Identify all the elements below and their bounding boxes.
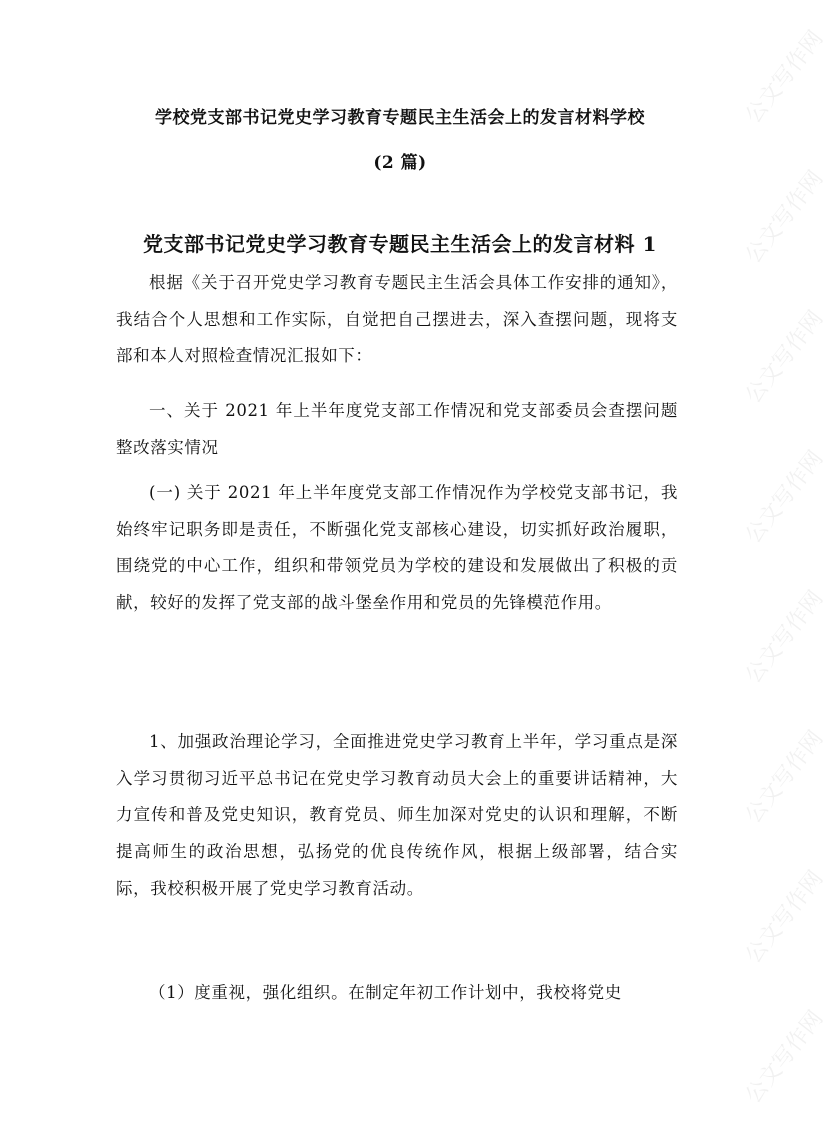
watermark-text: 公文写作网 xyxy=(740,166,829,269)
watermark-text: 公文写作网 xyxy=(740,866,829,969)
watermark-text: 公文写作网 xyxy=(740,446,829,549)
watermark-strip xyxy=(737,0,829,1122)
watermark-text: 公文写作网 xyxy=(740,26,829,129)
watermark-text: 公文写作网 xyxy=(740,1006,829,1109)
paragraph-intro: 根据《关于召开党史学习教育专题民主生活会具体工作安排的通知》，我结合个人思想和工作实际，自觉把自己摆进去，深入查摆问题，现将支部和本人对照检查情况汇报如下： xyxy=(116,273,678,366)
paragraph-heading-one: 一、关于 2021 年上半年度党支部工作情况和党支部委员会查摆问题整改落实情况 xyxy=(116,401,678,457)
paragraph-work-situation: (一) 关于 2021 年上半年度党支部工作情况作为学校党支部书记，我始终牢记职务即是责任，不断强化党支部核心建设，切实抓好政治履职，围绕党的中心工作，组织和带领党员为学校的建设和发展做出了积极的贡献，较好的发挥了党支部的战斗堡垒作用和党员的先锋模范作用。 xyxy=(116,483,678,613)
document-title-line-2: (2 篇) xyxy=(373,153,427,173)
watermark-text: 公文写作网 xyxy=(740,306,829,409)
paragraph-organization: （1）度重视，强化组织。在制定年初工作计划中，我校将党史 xyxy=(149,983,622,1002)
section-title: 党支部书记党史学习教育专题民主生活会上的发言材料 1 xyxy=(143,232,657,256)
watermark-text: 公文写作网 xyxy=(740,726,829,829)
watermark-text: 公文写作网 xyxy=(740,586,829,689)
paragraph-theory-study: 1、加强政治理论学习，全面推进党史学习教育上半年，学习重点是深入学习贯彻习近平总书记在党史学习教育动员大会上的重要讲话精神，大力宣传和普及党史知识，教育党员、师生加深对党史的认识和理解，不断提高师生的政治思想，弘扬党的优良传统作风，根据上级部署，结合实际，我校积极开展了党史学习教育活动。 xyxy=(116,732,678,898)
document-title-line-1: 学校党支部书记党史学习教育专题民主生活会上的发言材料学校 xyxy=(155,108,645,128)
